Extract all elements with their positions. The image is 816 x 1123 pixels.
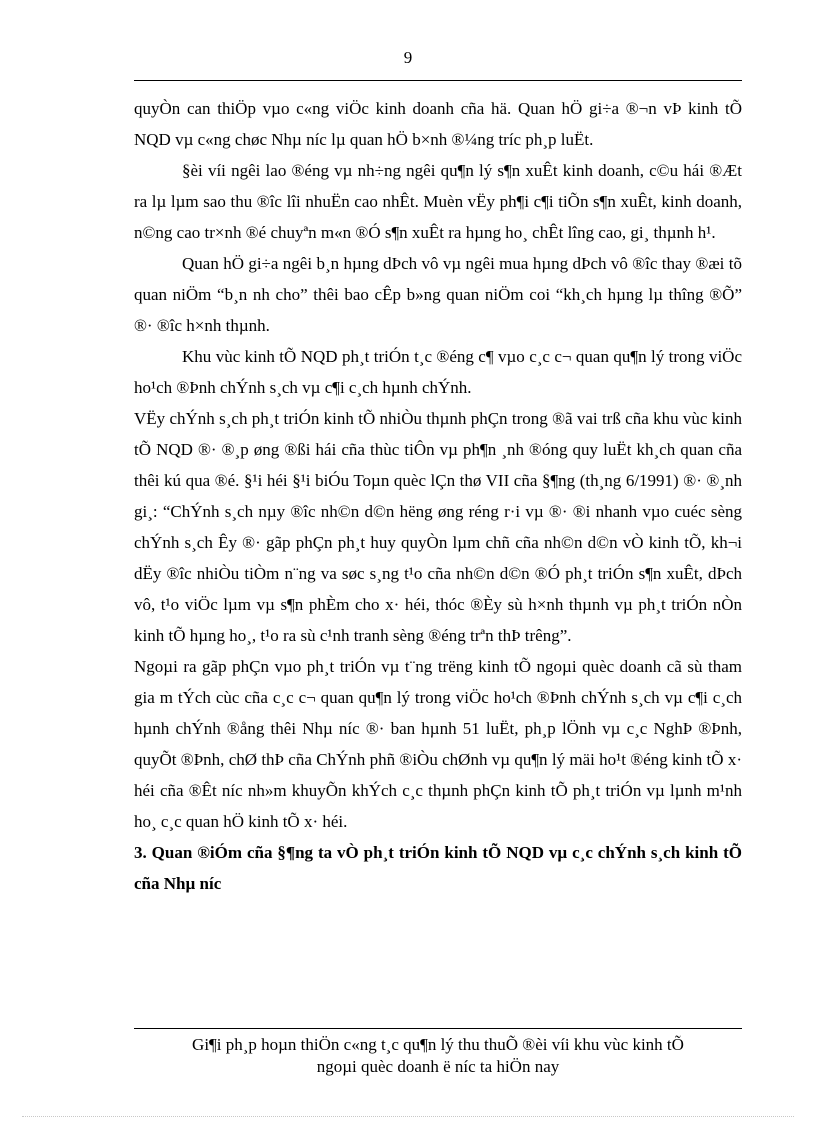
footer-line-2: ngoµi quèc doanh ë níc ta hiÖn nay [316,1057,560,1076]
body-text [134,93,742,899]
running-footer [134,1034,742,1078]
paragraph: Khu vùc kinh tÕ NQD ph¸t triÓn t¸c ®éng c¶ vµo c¸c c¬ quan qu¶n lý trong viÖc ho¹ch ®Þnh chÝnh s¸ch vµ c¶i c¸ch hµnh chÝnh. [134,347,742,397]
paragraph: §èi víi ngêi lao ®éng vµ nh÷ng ngêi qu¶n lý s¶n xuÊt kinh doanh, c©u hái ®Æt ra lµ lµm sao thu ®îc lîi nhuËn cao nhÊt. Muèn vËy ph¶i c¶i tiÕn s¶n xuÊt, kinh doanh, n©ng cao tr×nh ®é chuyªn m«n ®Ó s¶n xuÊt ra hµng ho¸ chÊt lîng cao, gi¸ thµnh h¹. [134,161,742,242]
header-divider [134,80,742,81]
section-heading: 3. Quan ®iÓm cña §¶ng ta vÒ ph¸t triÓn kinh tÕ NQD vµ c¸c chÝnh s¸ch kinh tÕ cña Nhµ níc [134,843,742,893]
paragraph: Ngoµi ra gãp phÇn vµo ph¸t triÓn vµ t¨ng trëng kinh tÕ ngoµi quèc doanh cã sù tham gia m tÝch cùc cña c¸c c¬ quan qu¶n lý trong viÖc ho¹ch ®Þnh chÝnh s¸ch vµ c¶i c¸ch hµnh chÝnh ®ång thêi Nhµ níc ®· ban hµnh 51 luËt, ph¸p lÖnh vµ c¸c NghÞ ®Þnh, quyÕt ®Þnh, chØ thÞ cña ChÝnh phñ ®iÒu chØnh vµ qu¶n lý mäi ho¹t ®éng kinh tÕ x· héi cña ®Êt níc nh»m khuyÕn khÝch c¸c thµnh phÇn kinh tÕ ph¸t triÓn vµ lµnh m¹nh ho¸ c¸c quan hÖ kinh tÕ x· héi. [134,657,742,831]
page-number: 9 [403,48,413,67]
footer-divider [134,1028,742,1029]
footer-line-1: Gi¶i ph¸p hoµn thiÖn c«ng t¸c qu¶n lý thu thuÕ ®èi víi khu vùc kinh tÕ [192,1035,684,1054]
page-bottom-dotted-line [22,1116,794,1117]
paragraph: Quan hÖ gi÷a ngêi b¸n hµng dÞch vô vµ ngêi mua hµng dÞch vô ®îc thay ®æi tõ quan niÖm “b¸n nh cho” thêi bao cÊp b»ng quan niÖm coi “kh¸ch hµng lµ thîng ®Õ” ®· ®îc h×nh thµnh. [134,254,742,335]
paragraph: quyÒn can thiÖp vµo c«ng viÖc kinh doanh cña hä. Quan hÖ gi÷a ®¬n vÞ kinh tÕ NQD vµ c«ng chøc Nhµ níc lµ quan hÖ b×nh ®¼ng tríc ph¸p luËt. [134,99,742,149]
paragraph: VËy chÝnh s¸ch ph¸t triÓn kinh tÕ nhiÒu thµnh phÇn trong ®ã vai trß cña khu vùc kinh tÕ NQD ®· ®¸p øng ®ßi hái cña thùc tiÔn vµ ph¶n ¸nh ®óng quy luËt kh¸ch quan cña thêi kú qua ®é. §¹i héi §¹i biÓu Toµn quèc lÇn thø VII cña §¶ng (th¸ng 6/1991) ®· ®¸nh gi¸: “ChÝnh s¸ch nµy ®îc nh©n d©n hëng øng réng r·i vµ ®· ®i nhanh vµo cuéc sèng chÝnh s¸ch Êy ®· gãp phÇn ph¸t huy quyÒn lµm chñ cña nh©n d©n vÒ kinh tÕ, kh¬i dËy ®îc nhiÒu tiÒm n¨ng va søc s¸ng t¹o cña nh©n d©n ®Ó ph¸t triÓn s¶n xuÊt, dÞch vô, t¹o viÖc lµm vµ s¶n phÈm cho x· héi, thóc ®Èy sù h×nh thµnh vµ ph¸t triÓn nÒn kinh tÕ hµng ho¸, t¹o ra sù c¹nh tranh sèng ®éng trªn thÞ trêng”. [134,409,742,645]
